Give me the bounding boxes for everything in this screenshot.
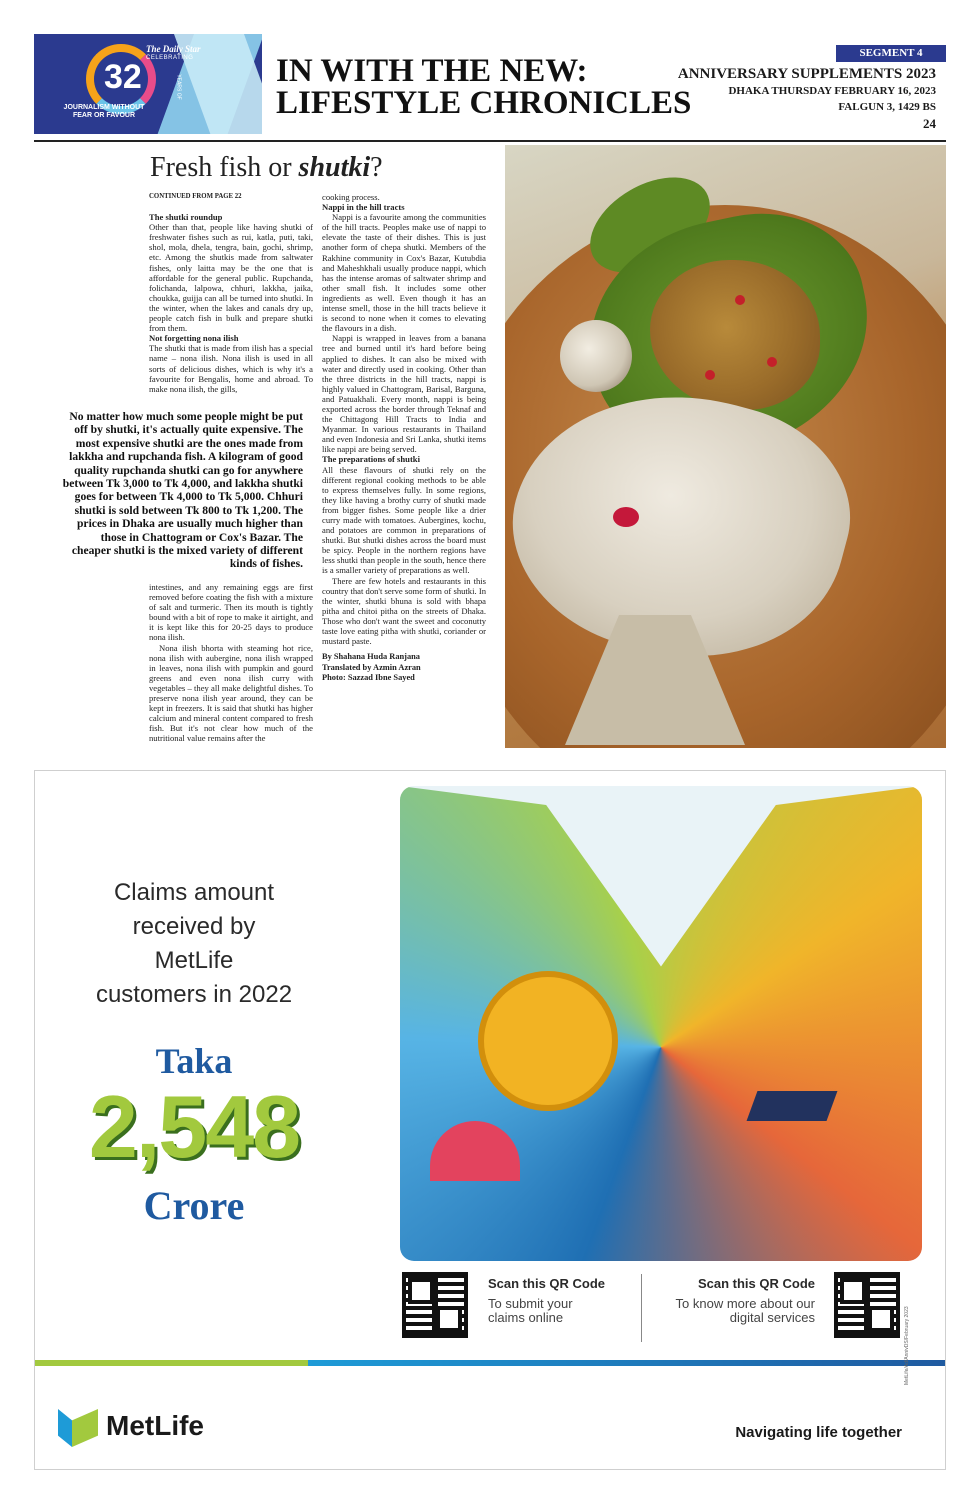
paragraph: There are few hotels and restaurants in this country that don't serve some form of shutki. In the winter, shutki bhuna is sold with bhapa pitha and chitoi pitha on the streets of Dhaka. Those who don't want the sweet and coconutty taste love eating pitha with shutki, coriander or mustard paste. xyxy=(322,575,486,647)
photo-credit: Photo: Sazzad Ibne Sayed xyxy=(322,673,415,683)
paragraph: The shutki that is made from ilish has a special name – nona ilish. Nona ilish is used in all sorts of delicious dishes, which is why it's a favourite for Bengalis, home and abroad. To make nona ilish, the gills, xyxy=(149,343,313,394)
scan-text: To submit your claims online xyxy=(488,1296,573,1325)
chili xyxy=(735,295,745,305)
bengali-date: FALGUN 3, 1429 BS xyxy=(838,101,936,113)
subhead: The shutki roundup xyxy=(149,212,223,223)
qr-code-digital[interactable] xyxy=(834,1272,900,1338)
ad-taka: Taka xyxy=(155,1041,233,1081)
metlife-logo-icon xyxy=(58,1409,98,1447)
scan-heading: Scan this QR Code xyxy=(697,1276,815,1291)
logo-left xyxy=(58,1409,72,1447)
article-column-1-continued xyxy=(149,582,313,744)
title-end: ? xyxy=(370,152,383,183)
header-rule xyxy=(34,140,946,142)
section-headline: IN WITH THE NEW: LIFESTYLE CHRONICLES xyxy=(276,53,692,121)
brand-color-bar xyxy=(35,1360,945,1366)
author: By Shahana Huda Ranjana xyxy=(322,652,420,662)
logo-number: 32 xyxy=(104,58,142,96)
anniversary-logo xyxy=(34,34,262,134)
ad-amount: 2,548 xyxy=(88,1077,300,1176)
ad-claims-text: Claims amount received by MetLife customers in 2022 xyxy=(95,879,293,1008)
logo-paper-name: The Daily Star xyxy=(146,44,201,54)
ad-code: MetLife/Ad/AnnivDS/February 2023 xyxy=(904,1306,910,1385)
paragraph: All these flavours of shutki rely on the different regional cooking methods to be able to express themselves fully. In some regions, they like having a brothy curry of shutki made from bigger fishes. Some people like a drier curry made with tomatoes. Aubergines, kochu, and potatoes are common in preparations of shutki. But shutki dishes across the board must be spicy. People in the northern regions have less shutki than people in the south, hence there is a smaller variety of preparations as well. xyxy=(322,464,486,576)
pull-quote: No matter how much some people might be put off by shutki, it's actually quite expensive. The most expensive shutki are the ones made from lakkha and rupchanda fish. A kilogram of good quality rupchanda shutki can go for anywhere between Tk 3,000 to Tk 4,000, and lakkha shutki goes for between Tk 4,000 to Tk 5,000. Chhuri shutki is sold between Tk 800 to Tk 1,200. The prices in Dhaka are usually much higher than those in Chattogram or Cox's Bazar. The cheaper shutki is the mixed variety of different kinds of fishes. xyxy=(62,410,303,571)
paragraph: cooking process. xyxy=(322,192,380,202)
food-photo xyxy=(505,145,946,748)
divider xyxy=(641,1274,642,1342)
article-column-2 xyxy=(322,192,486,684)
chili xyxy=(705,370,715,380)
page-number: 24 xyxy=(923,116,936,131)
m-shape-illustration xyxy=(400,786,922,1261)
qr-code-claims[interactable] xyxy=(402,1272,468,1338)
subhead: The preparations of shutki xyxy=(322,454,420,465)
paragraph: Nappi is a favourite among the communities of the hill tracts. Peoples make use of nappi to elevate the taste of their dishes. This is just another form of chepa shutki. Members of the Rakhine community in Cox's Bazar, Kutubdia and Maheshkhali usually produce nappi, which has the intense aromas of saltwater shrimp and other small fish. It includes some other ingredients as well. Even though it has an intense smell, those in the hill tracts believe it is second to none when it comes to elevating the flavours in a dish. xyxy=(322,212,486,334)
article-column-1 xyxy=(149,192,313,394)
dateline: DHAKA THURSDAY FEBRUARY 16, 2023 xyxy=(728,85,936,97)
subhead: Nappi in the hill tracts xyxy=(322,202,405,213)
ad-tagline: Navigating life together xyxy=(735,1424,902,1441)
article-title xyxy=(150,152,383,184)
paragraph: Nona ilish bhorta with steaming hot rice, nona ilish with aubergine, nona ilish wrapped in leaves, nona ilish with pumpkin and gourd greens and even nona ilish curry with vegetables – they all make delightful dishes. To preserve nona ilish year around, they can be kept in freezers. It is said that shutki has higher calcium and mineral content compared to fresh fish. But it's not clear how much of the nutritional value remains after the xyxy=(149,642,313,744)
ad-crore: Crore xyxy=(143,1183,245,1228)
graduation-cap-illustration xyxy=(747,1091,838,1121)
byline-block xyxy=(322,652,486,684)
title-plain: Fresh fish or xyxy=(150,152,299,183)
subhead: Not forgetting nona ilish xyxy=(149,333,239,344)
coin-illustration xyxy=(478,971,618,1111)
logo-tagline: JOURNALISM WITHOUT FEAR OR FAVOUR xyxy=(63,104,145,119)
red-berry xyxy=(613,507,639,527)
paragraph: Other than that, people like having shutki of freshwater fishes such as rui, katla, puti, taki, shol, mola, dhela, tengra, bain, gochi, shrimp, etc. Among the shutkis made from saltwater fishes, only laitta may be the one that is affordable for the general public. Rupchanda, folichanda, lalpowa, chhuri, lakkha, jaika, choukka, guijja can all be turned into shutki. In the winter, when the lakes and canals dry up, people catch fish in bulk and prepare shutki from them. xyxy=(149,222,313,334)
metlife-wordmark: MetLife xyxy=(106,1410,204,1441)
chili xyxy=(767,357,777,367)
paragraph: Nappi is wrapped in leaves from a banana tree and burned until it's hard before being applied to dishes. It can also be mixed with water and directly used in cooking. Other than the three districts in the hill tracts, nappi is highly valued in Chattogram, Barisal, Barguna, and Patuakhali. Every month, nappi is being exported across the border through Teknaf and the Chittagong Hill Tracts to India and Myanmar. In various restaurants in Thailand and even Indonesia and Sri Lanka, shutki items like nappi are being served. xyxy=(322,333,486,455)
logo-years: YEARS OF xyxy=(175,74,182,100)
garlic xyxy=(560,320,632,392)
segment-badge: SEGMENT 4 xyxy=(836,45,946,62)
scan-heading: Scan this QR Code xyxy=(488,1276,606,1291)
title-italic: shutki xyxy=(298,152,371,183)
translator: Translated by Azmin Azran xyxy=(322,662,421,672)
supplement-title: ANNIVERSARY SUPPLEMENTS 2023 xyxy=(677,66,936,82)
paragraph: intestines, and any remaining eggs are first removed before coating the fish with a mixture of salt and turmeric. Then its mouth is tightly bound with a bit of rope to make it airtight, and it is kept like this for 20-25 days to produce nona ilish. xyxy=(149,582,313,643)
continued-note: CONTINUED FROM PAGE 22 xyxy=(149,193,242,200)
logo-celebrating: CELEBRATING xyxy=(146,55,194,61)
ad-illustration xyxy=(400,786,922,1261)
scan-text: To know more about our digital services xyxy=(675,1296,815,1325)
logo-right xyxy=(72,1409,98,1447)
